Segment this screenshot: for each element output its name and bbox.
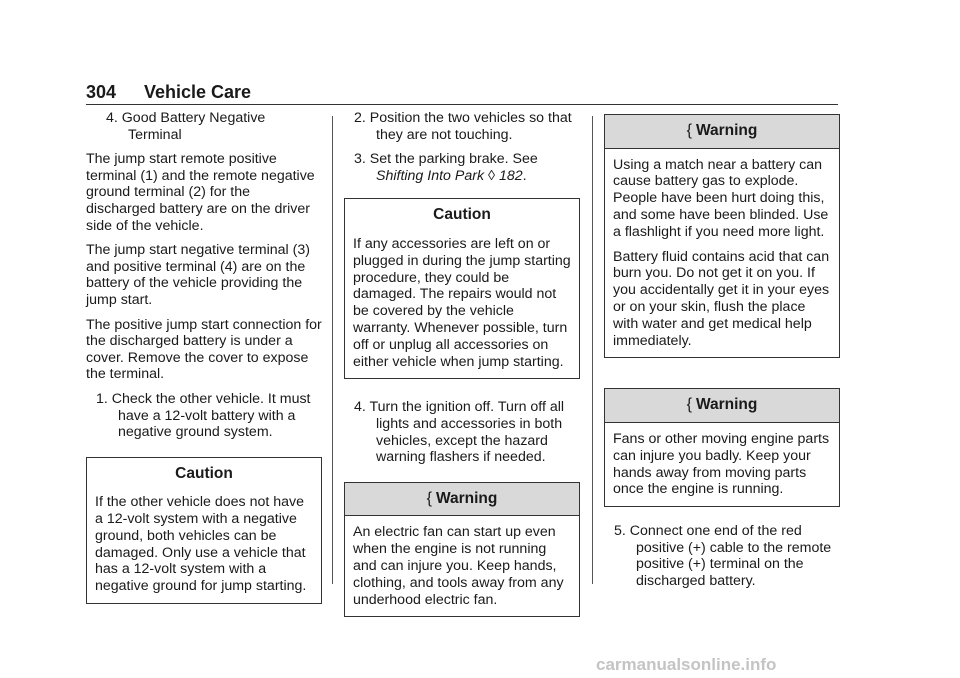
column-3 <box>604 110 840 598</box>
warning-title: Warning <box>695 396 758 414</box>
caution-text: If any accessories are left on or plugged in during the jump starting procedure, they could be damaged. The repairs would not be covered by the vehicle warranty. Whenever possible, turn off or unplug all accessories on either vehicle when jump starting. <box>353 235 571 370</box>
column-divider-1 <box>332 116 333 584</box>
paragraph: The positive jump start connection for the discharged battery is under a cover. Remove the cover to expose the terminal. <box>86 316 322 383</box>
cross-reference-link[interactable]: Shifting Into Park <box>376 167 485 184</box>
caution-title: Caution <box>433 206 491 224</box>
header-rule <box>86 104 838 105</box>
warning-text: Fans or other moving engine parts can injure you badly. Keep your hands away from moving parts once the engine is running. <box>613 430 830 498</box>
warning-header <box>605 115 839 149</box>
list-item: 5. Connect one end of the red positive (+) cable to the remote positive (+) terminal on the discharged battery. <box>614 523 832 589</box>
warning-box <box>604 388 840 507</box>
warning-box <box>344 482 580 618</box>
warning-text: Using a match near a battery can cause battery gas to explode. People have been hurt doing this, and some have been blinded. Use a flashlight if you need more light. <box>613 156 829 240</box>
page-header <box>86 82 838 104</box>
list-item: 2. Position the two vehicles so that they are not touching. <box>354 110 572 143</box>
column-divider-2 <box>592 116 593 584</box>
list-item: 3. Set the parking brake. See Shifting Into Park ◊ 182. <box>354 151 538 184</box>
warning-header <box>345 483 579 517</box>
warning-text: An electric fan can start up even when the engine is not running and can injure you. Keep hands, clothing, and tools away from any underhood electric fan. <box>353 524 564 608</box>
paragraph: The jump start remote positive terminal (1) and the remote negative ground terminal (2) for the discharged battery are on the driver side of the vehicle. <box>86 151 315 234</box>
column-2 <box>344 110 580 625</box>
caution-title: Caution <box>175 464 233 482</box>
page-ref-arrow-icon: ◊ <box>488 167 496 184</box>
warning-title: Warning <box>435 489 498 507</box>
list-item: 4. Turn the ignition off. Turn off all lights and accessories in both vehicles, except the hazard warning flashers if needed. <box>354 399 565 466</box>
list-item: 1. Check the other vehicle. It must have a 12-volt battery with a negative ground system. <box>96 390 311 441</box>
warning-title: Warning <box>695 122 758 139</box>
warning-icon: { <box>686 122 692 139</box>
cross-reference-page[interactable]: 182 <box>498 167 523 184</box>
paragraph: The jump start negative terminal (3) and positive terminal (4) are on the battery of the vehicle providing the jump start. <box>86 242 310 308</box>
warning-header <box>605 389 839 423</box>
warning-box <box>604 114 840 358</box>
list-item: 4. Good Battery Negative Terminal <box>106 110 266 143</box>
caution-box <box>86 457 322 604</box>
warning-icon: { <box>426 489 432 507</box>
column-1 <box>86 110 322 612</box>
page-title: Vehicle Care <box>144 82 252 102</box>
caution-box <box>344 198 580 379</box>
warning-icon: { <box>686 396 692 414</box>
page-number: 304 <box>86 82 117 102</box>
warning-text: Battery fluid contains acid that can burn you. Do not get it on you. If you accidentally get it in your eyes or on your skin, flush the place with water and get medical help immediately. <box>613 248 830 349</box>
caution-text: If the other vehicle does not have a 12-volt system with a negative ground, both vehicles can be damaged. Only use a vehicle that has a 12-volt system with a negative ground for jump starting. <box>95 494 307 595</box>
watermark: carmanualsonline.info <box>596 655 777 674</box>
